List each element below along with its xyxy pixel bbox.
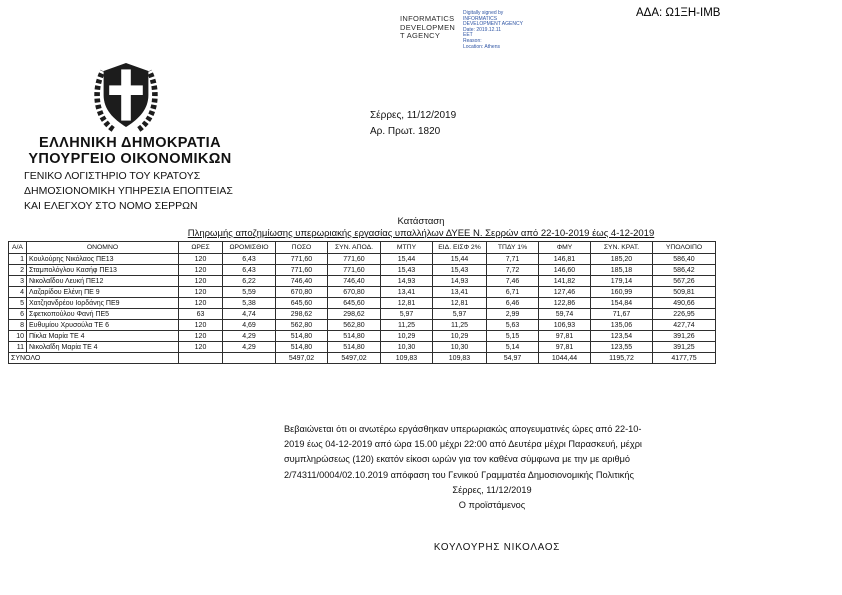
table-cell: 567,26 (653, 276, 716, 287)
table-cell: 746,40 (276, 276, 328, 287)
table-cell: 4,29 (223, 342, 276, 353)
protocol-number: Αρ. Πρωτ. 1820 (370, 126, 441, 137)
column-header: ΩΡΕΣ (179, 242, 223, 254)
column-header: ΠΟΣΟ (276, 242, 328, 254)
total-label: ΣΥΝΟΛΟ (9, 353, 179, 364)
table-cell: 5,63 (487, 320, 539, 331)
table-cell: 6,71 (487, 287, 539, 298)
certification-line: Βεβαιώνεται ότι οι ανωτέρω εργάσθηκαν υπερωριακώς απογευματινές ώρες από 22-10- (284, 424, 642, 434)
table-cell: 514,80 (276, 342, 328, 353)
table-cell: 670,80 (328, 287, 381, 298)
table-body (9, 254, 716, 364)
table-cell: 5 (9, 298, 27, 309)
table-cell: 185,20 (591, 254, 653, 265)
table-cell: 154,84 (591, 298, 653, 309)
certification-line: 2019 έως 04-12-2019 από ώρα 15.00 μέχρι 22:00 από Δευτέρα μέχρι Παρασκευή, μέχρι (284, 439, 642, 450)
document-title (0, 216, 842, 239)
table-cell: 15,44 (381, 254, 433, 265)
table-cell: 106,93 (539, 320, 591, 331)
table-header-row (9, 242, 716, 254)
table-cell: Νικολαΐδη Μαρία ΤΕ 4 (27, 342, 179, 353)
table-cell: 2,99 (487, 309, 539, 320)
table-cell: 10 (9, 331, 27, 342)
title-line1: Κατάσταση (397, 216, 445, 227)
table-cell: 109,83 (381, 353, 433, 364)
column-header: ΣΥΝ. ΚΡΑΤ. (591, 242, 653, 254)
table-row (9, 276, 716, 287)
table-cell: 141,82 (539, 276, 591, 287)
table-cell: 120 (179, 254, 223, 265)
table-cell: Σταμπολόγλου Κασήφ ΠΕ13 (27, 265, 179, 276)
table-cell: 298,62 (328, 309, 381, 320)
table-cell: 71,67 (591, 309, 653, 320)
table-cell: 97,81 (539, 342, 591, 353)
ministry-title: ΥΠΟΥΡΓΕΙΟ ΟΙΚΟΝΟΜΙΚΩΝ (28, 151, 232, 167)
department-line: ΓΕΝΙΚΟ ΛΟΓΙΣΤΗΡΙΟ ΤΟΥ ΚΡΑΤΟΥΣ (24, 170, 201, 182)
table-cell: Νικολαΐδου Λευκή ΠΕ12 (27, 276, 179, 287)
stamp-detail-line: Date: 2019.12.11 (463, 26, 501, 33)
department-block (24, 169, 233, 215)
column-header: ΕΙΔ. ΕΙΣΦ 2% (433, 242, 487, 254)
table-cell: 14,93 (381, 276, 433, 287)
table-cell: 5497,02 (328, 353, 381, 364)
table-cell: 135,06 (591, 320, 653, 331)
table-row (9, 342, 716, 353)
stamp-agency-line: T AGENCY (400, 31, 441, 41)
table-cell: 12,81 (381, 298, 433, 309)
table-cell: 12,81 (433, 298, 487, 309)
table-cell: 123,54 (591, 331, 653, 342)
stamp-detail-line: EET (463, 32, 473, 39)
table-cell: 120 (179, 331, 223, 342)
column-header: ΣΥΝ. ΑΠΟΔ. (328, 242, 381, 254)
table-cell: Ευθυμίου Χρυσούλα ΤΕ 6 (27, 320, 179, 331)
stamp-detail-line: Digitally signed by (463, 10, 504, 16)
table-cell: 1195,72 (591, 353, 653, 364)
table-cell: 2 (9, 265, 27, 276)
table-cell: 13,41 (433, 287, 487, 298)
table-cell: 586,40 (653, 254, 716, 265)
table-cell: 514,80 (328, 331, 381, 342)
date-protocol-block (370, 108, 456, 140)
table-cell: 63 (179, 309, 223, 320)
column-header: ΦΜΥ (539, 242, 591, 254)
table-row (9, 298, 716, 309)
table-cell: 97,81 (539, 331, 591, 342)
table-cell: 14,93 (433, 276, 487, 287)
table-cell: 7,71 (487, 254, 539, 265)
table-row (9, 265, 716, 276)
table-cell: 3 (9, 276, 27, 287)
republic-title: ΕΛΛΗΝΙΚΗ ΔΗΜΟΚΡΑΤΙΑ (39, 135, 221, 151)
table-cell: 122,86 (539, 298, 591, 309)
department-line: ΔΗΜΟΣΙΟΝΟΜΙΚΗ ΥΠΗΡΕΣΙΑ ΕΠΟΠΤΕΙΑΣ (24, 185, 233, 198)
table-cell: 5,14 (487, 342, 539, 353)
table-cell: 10,30 (381, 342, 433, 353)
table-cell: 562,80 (328, 320, 381, 331)
table-cell: 4 (9, 287, 27, 298)
ada-code: ΑΔΑ: Ω1ΞΗ-ΙΜΒ (636, 7, 721, 19)
table-cell: 120 (179, 342, 223, 353)
table-cell: 59,74 (539, 309, 591, 320)
table-cell: 120 (179, 287, 223, 298)
table-cell: 10,29 (381, 331, 433, 342)
table-cell: 1 (9, 254, 27, 265)
table-cell: 1044,44 (539, 353, 591, 364)
table-cell: 5497,02 (276, 353, 328, 364)
stamp-agency-name (400, 15, 455, 41)
column-header: ΥΠΟΛΟΙΠΟ (653, 242, 716, 254)
table-cell: 670,80 (276, 287, 328, 298)
column-header: ΟΝΟΜΝΟ (27, 242, 179, 254)
table-cell: 771,60 (328, 265, 381, 276)
table-cell: 645,60 (276, 298, 328, 309)
table-cell: 120 (179, 276, 223, 287)
table-row (9, 287, 716, 298)
table-cell: 586,42 (653, 265, 716, 276)
table-cell: 427,74 (653, 320, 716, 331)
table-cell (223, 353, 276, 364)
table-cell: 391,25 (653, 342, 716, 353)
table-cell: 298,62 (276, 309, 328, 320)
table-cell: 562,80 (276, 320, 328, 331)
stamp-detail-line: Reason: (463, 37, 482, 44)
signature-name: ΚΟΥΛΟΥΡΗΣ ΝΙΚΟΛΑΟΣ (433, 542, 561, 554)
signature-role: Ο προϊστάμενος (458, 500, 526, 511)
table-total-row (9, 353, 716, 364)
column-header: Α/Α (9, 242, 27, 254)
footer-place-date: Σέρρες, 11/12/2019 (452, 484, 532, 495)
table-cell: 146,60 (539, 265, 591, 276)
table-cell: 5,38 (223, 298, 276, 309)
stamp-agency-line: INFORMATICS (400, 14, 455, 23)
title-line2: Πληρωμής αποζημίωσης υπερωριακής εργασίας υπαλλήλων ΔΥΕΕ Ν. Σερρών από 22-10-2019 έως 4-12-2019 (187, 227, 655, 239)
table-cell: 771,60 (328, 254, 381, 265)
table-cell: 514,80 (276, 331, 328, 342)
table-cell: Κουλούρης Νικόλαος ΠΕ13 (27, 254, 179, 265)
table-cell: 4,69 (223, 320, 276, 331)
table-cell: 746,40 (328, 276, 381, 287)
table-cell: 5,97 (433, 309, 487, 320)
table-cell: 7,46 (487, 276, 539, 287)
stamp-agency-line: DEVELOPMEN (400, 22, 456, 32)
table-cell: 4,74 (223, 309, 276, 320)
table-cell: 123,55 (591, 342, 653, 353)
column-header: ΤΠΔΥ 1% (487, 242, 539, 254)
certification-line: συμπληρώσεως (120) εκατόν είκοσι ωρών για τον καθένα σύμφωνα με την με αριθμό (284, 454, 630, 465)
table-cell: 185,18 (591, 265, 653, 276)
table-cell: 146,81 (539, 254, 591, 265)
table-cell: 15,44 (433, 254, 487, 265)
stamp-detail-line: INFORMATICS (463, 15, 498, 22)
letterhead (8, 135, 252, 167)
table-header (9, 242, 716, 254)
table-cell: 8 (9, 320, 27, 331)
table-cell: 6,43 (223, 254, 276, 265)
table-cell: 490,66 (653, 298, 716, 309)
table-cell: 15,43 (381, 265, 433, 276)
table-cell: 5,59 (223, 287, 276, 298)
table-row (9, 254, 716, 265)
table-cell: Χατζηανδρέου Ιορδάνης ΠΕ9 (27, 298, 179, 309)
table-cell: 109,83 (433, 353, 487, 364)
table-cell: 120 (179, 265, 223, 276)
place-date: Σέρρες, 11/12/2019 (370, 110, 457, 121)
table-cell: Λαζαρίδου Ελένη ΠΕ 9 (27, 287, 179, 298)
table-cell: 120 (179, 320, 223, 331)
table-cell: 4,29 (223, 331, 276, 342)
table-row (9, 309, 716, 320)
table-cell: 11,25 (381, 320, 433, 331)
table-cell: 4177,75 (653, 353, 716, 364)
table-cell: 226,95 (653, 309, 716, 320)
table-cell: 15,43 (433, 265, 487, 276)
table-cell: 160,99 (591, 287, 653, 298)
table-cell: 7,72 (487, 265, 539, 276)
certification-block (284, 422, 658, 555)
greek-coat-of-arms-icon (86, 55, 166, 135)
table-cell: 6,22 (223, 276, 276, 287)
column-header: ΜΤΠΥ (381, 242, 433, 254)
stamp-detail-line: DEVELOPMENT AGENCY (463, 21, 523, 28)
table-cell: 509,81 (653, 287, 716, 298)
table-cell: 6 (9, 309, 27, 320)
payroll-table (8, 241, 716, 364)
certification-line: 2/74311/0004/02.10.2019 απόφαση του Γενικού Γραμματέα Δημοσιονομικής Πολιτικής (284, 469, 634, 480)
table-cell: 11,25 (433, 320, 487, 331)
table-cell: 11 (9, 342, 27, 353)
table-cell: Σφετκοπούλου Φανή ΠΕ5 (27, 309, 179, 320)
table-cell: 771,60 (276, 254, 328, 265)
table-cell: Πίκλα Μαρία ΤΕ 4 (27, 331, 179, 342)
table-row (9, 320, 716, 331)
table-cell: 771,60 (276, 265, 328, 276)
table-cell: 127,46 (539, 287, 591, 298)
table-cell: 645,60 (328, 298, 381, 309)
table-cell: 6,43 (223, 265, 276, 276)
stamp-detail-line: Location: Athens (463, 43, 500, 50)
table-cell: 5,97 (381, 309, 433, 320)
stamp-signature-details (463, 11, 541, 50)
table-row (9, 331, 716, 342)
table-cell (179, 353, 223, 364)
department-line: ΚΑΙ ΕΛΕΓΧΟΥ ΣΤΟ ΝΟΜΟ ΣΕΡΡΩΝ (24, 200, 198, 213)
table-cell: 120 (179, 298, 223, 309)
table-cell: 179,14 (591, 276, 653, 287)
table-cell: 10,30 (433, 342, 487, 353)
table-cell: 6,46 (487, 298, 539, 309)
table-cell: 514,80 (328, 342, 381, 353)
table-cell: 10,29 (433, 331, 487, 342)
table-cell: 391,26 (653, 331, 716, 342)
column-header: ΩΡΟΜΙΣΘΙΟ (223, 242, 276, 254)
table-cell: 5,15 (487, 331, 539, 342)
table-cell: 54,97 (487, 353, 539, 364)
table-cell: 13,41 (381, 287, 433, 298)
